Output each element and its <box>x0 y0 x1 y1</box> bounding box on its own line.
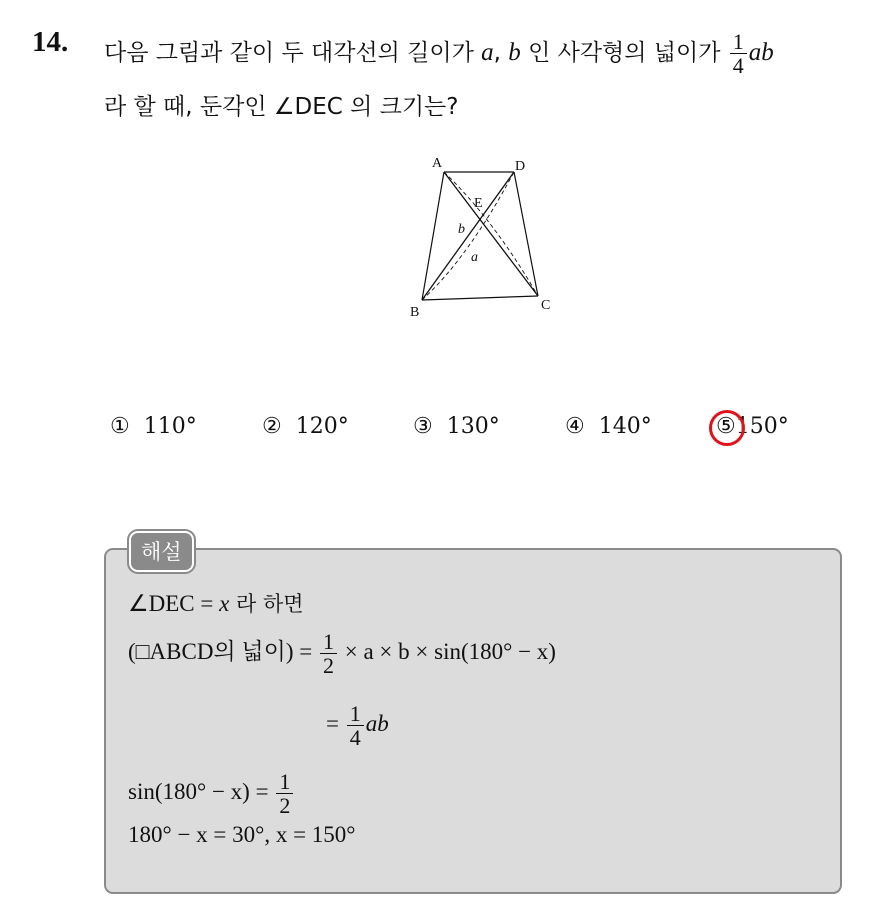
frac-numerator: 1 <box>730 30 747 54</box>
choice-value: 150° <box>735 414 789 439</box>
selected-answer-circle <box>709 410 745 446</box>
question-line-2: 라 할 때, 둔각인 ∠DEC 의 크기는? <box>104 94 459 120</box>
frac-denominator: 2 <box>323 653 334 679</box>
diagonal-bd <box>422 172 514 300</box>
question-text-part2: 인 사각형의 넓이가 <box>528 40 721 67</box>
label-a-vertex: A <box>432 156 443 171</box>
sol-l2-a: (□ABCD의 넓이) = <box>128 638 318 664</box>
label-e-point: E <box>474 196 483 211</box>
question-number: 14. <box>32 26 69 58</box>
choice-2[interactable] <box>262 414 349 439</box>
var-a: a <box>481 39 494 67</box>
side-ab <box>422 172 444 300</box>
solution-line-5: 180° − x = 30°, x = 150° <box>128 822 356 847</box>
var-b: b <box>508 39 521 67</box>
sol-l3-fraction <box>347 702 364 749</box>
sol-l3-a: = <box>326 710 345 736</box>
label-a-length: a <box>471 250 478 265</box>
choice-value: 130° <box>446 414 500 439</box>
comma: , <box>493 40 501 67</box>
sol-l1-x: x <box>219 591 230 616</box>
label-d-vertex: D <box>515 159 526 174</box>
solution-line-2 <box>128 630 556 677</box>
solution-line-1 <box>128 588 304 618</box>
side-dc <box>514 172 538 296</box>
choice-3[interactable] <box>413 414 500 439</box>
label-b-vertex: B <box>410 305 420 320</box>
frac-tail: ab <box>748 39 774 67</box>
choice-mark-wrap <box>716 414 736 439</box>
choice-mark: ① <box>110 414 130 439</box>
sol-l4-a: sin(180° − x) = <box>128 778 275 804</box>
sol-l4-fraction <box>276 770 293 817</box>
label-c-vertex: C <box>541 298 551 313</box>
solution-tag: 해설 <box>129 531 194 572</box>
question-line-1 <box>104 30 774 77</box>
choice-value: 140° <box>598 414 652 439</box>
choice-mark: ④ <box>565 414 585 439</box>
choice-mark: ② <box>262 414 282 439</box>
frac-denominator: 4 <box>732 53 744 79</box>
sol-l1-b: 라 하면 <box>229 592 304 616</box>
choice-4[interactable] <box>565 414 652 439</box>
sol-l3-b: ab <box>365 710 389 736</box>
side-bc <box>422 296 538 300</box>
frac-denominator: 2 <box>279 793 291 819</box>
frac-denominator: 4 <box>349 725 361 751</box>
choice-1[interactable] <box>110 414 197 439</box>
quadrilateral-figure <box>398 150 568 324</box>
frac-numerator: 1 <box>276 770 293 794</box>
fraction-one-quarter <box>730 30 747 77</box>
solution-line-4 <box>128 770 295 817</box>
figure-svg <box>398 150 568 320</box>
question-text-part1: 다음 그림과 같이 두 대각선의 길이가 <box>104 40 474 67</box>
label-b-length: b <box>458 222 465 237</box>
solution-line-3 <box>326 702 389 749</box>
choice-mark: ③ <box>413 414 433 439</box>
answer-choices <box>0 414 884 448</box>
choice-mark: ⑤ <box>716 414 736 439</box>
choice-5[interactable] <box>716 414 789 439</box>
choice-value: 110° <box>143 414 197 439</box>
frac-numerator: 1 <box>320 630 337 654</box>
sol-l2-fraction <box>320 630 337 677</box>
sol-l1-a: ∠DEC = <box>128 591 220 616</box>
sol-l2-b: × a × b × sin(180° − x) <box>339 638 556 664</box>
choice-value: 120° <box>295 414 349 439</box>
frac-numerator: 1 <box>347 702 364 726</box>
